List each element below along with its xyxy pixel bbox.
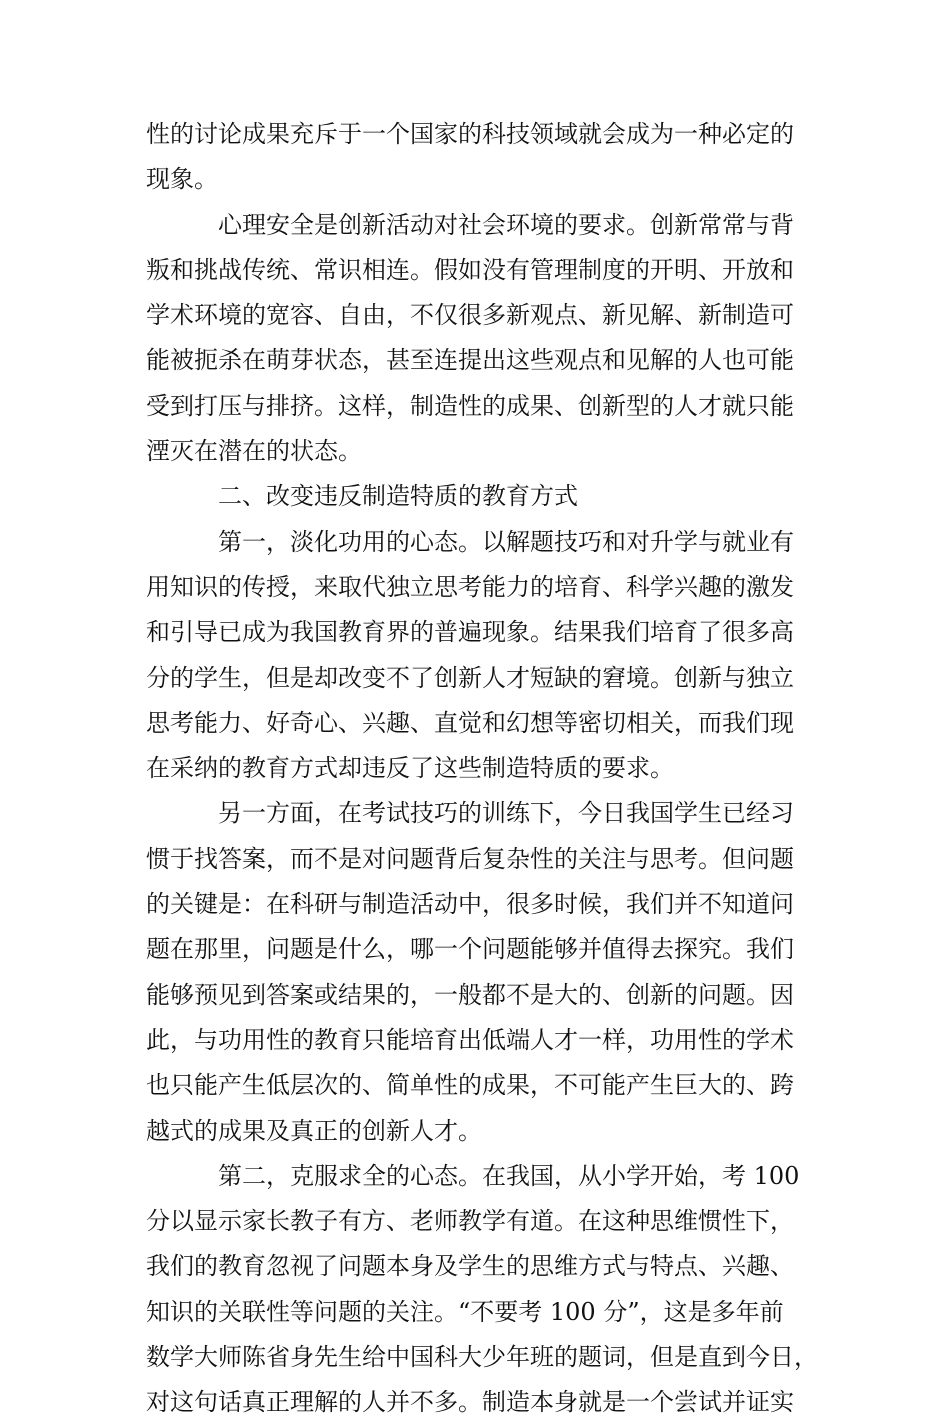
text-line: 用知识的传授，来取代独立思考能力的培育、科学兴趣的激发 <box>146 572 794 601</box>
text-line: 另一方面，在考试技巧的训练下，今日我国学生已经习 <box>218 799 794 828</box>
text-line: 在采纳的教育方式却违反了这些制造特质的要求。 <box>146 754 674 783</box>
text-line: 学术环境的宽容、自由，不仅很多新观点、新见解、新制造可 <box>146 301 794 330</box>
text-line: 性的讨论成果充斥于一个国家的科技领域就会成为一种必定的 <box>146 120 794 148</box>
document-body <box>146 112 818 1426</box>
text-line: 二、改变违反制造特质的教育方式 <box>218 482 578 511</box>
text-line: 我们的教育忽视了问题本身及学生的思维方式与特点、兴趣、 <box>146 1252 794 1281</box>
text-line: 第二，克服求全的心态。在我国，从小学开始，考 100 <box>218 1161 800 1190</box>
text-line: 能被扼杀在萌芽状态，甚至连提出这些观点和见解的人也可能 <box>146 346 794 375</box>
text-line: 知识的关联性等问题的关注。“不要考 100 分”，这是多年前 <box>146 1297 784 1326</box>
text-line: 现象。 <box>146 165 218 194</box>
text-line: 惯于找答案，而不是对问题背后复杂性的关注与思考。但问题 <box>146 844 794 873</box>
text-line: 湮灭在潜在的状态。 <box>146 437 362 466</box>
text-line: 也只能产生低层次的、简单性的成果，不可能产生巨大的、跨 <box>146 1071 794 1100</box>
text-line: 能够预见到答案或结果的，一般都不是大的、创新的问题。因 <box>146 980 794 1009</box>
text-line: 思考能力、好奇心、兴趣、直觉和幻想等密切相关，而我们现 <box>146 708 794 737</box>
text-line: 分以显示家长教子有方、老师教学有道。在这种思维惯性下， <box>146 1207 794 1236</box>
text-line: 分的学生，但是却改变不了创新人才短缺的窘境。创新与独立 <box>146 663 794 692</box>
text-line: 和引导已成为我国教育界的普遍现象。结果我们培育了很多高 <box>146 618 794 647</box>
text-line: 第一，淡化功用的心态。以解题技巧和对升学与就业有 <box>218 527 794 556</box>
text-line: 题在那里，问题是什么，哪一个问题能够并值得去探究。我们 <box>146 935 794 964</box>
text-line: 对这句话真正理解的人并不多。制造本身就是一个尝试并证实 <box>146 1388 794 1417</box>
text-line: 的关键是：在科研与制造活动中，很多时候，我们并不知道问 <box>146 890 794 919</box>
text-line: 叛和挑战传统、常识相连。假如没有管理制度的开明、开放和 <box>146 255 794 284</box>
text-line: 数学大师陈省身先生给中国科大少年班的题词，但是直到今日， <box>146 1343 818 1372</box>
text-line: 心理安全是创新活动对社会环境的要求。创新常常与背 <box>218 210 794 239</box>
text-line: 此，与功用性的教育只能培育出低端人才一样，功用性的学术 <box>146 1025 794 1054</box>
text-line: 受到打压与排挤。这样，制造性的成果、创新型的人才就只能 <box>146 391 794 420</box>
text-line: 越式的成果及真正的创新人才。 <box>146 1116 482 1145</box>
